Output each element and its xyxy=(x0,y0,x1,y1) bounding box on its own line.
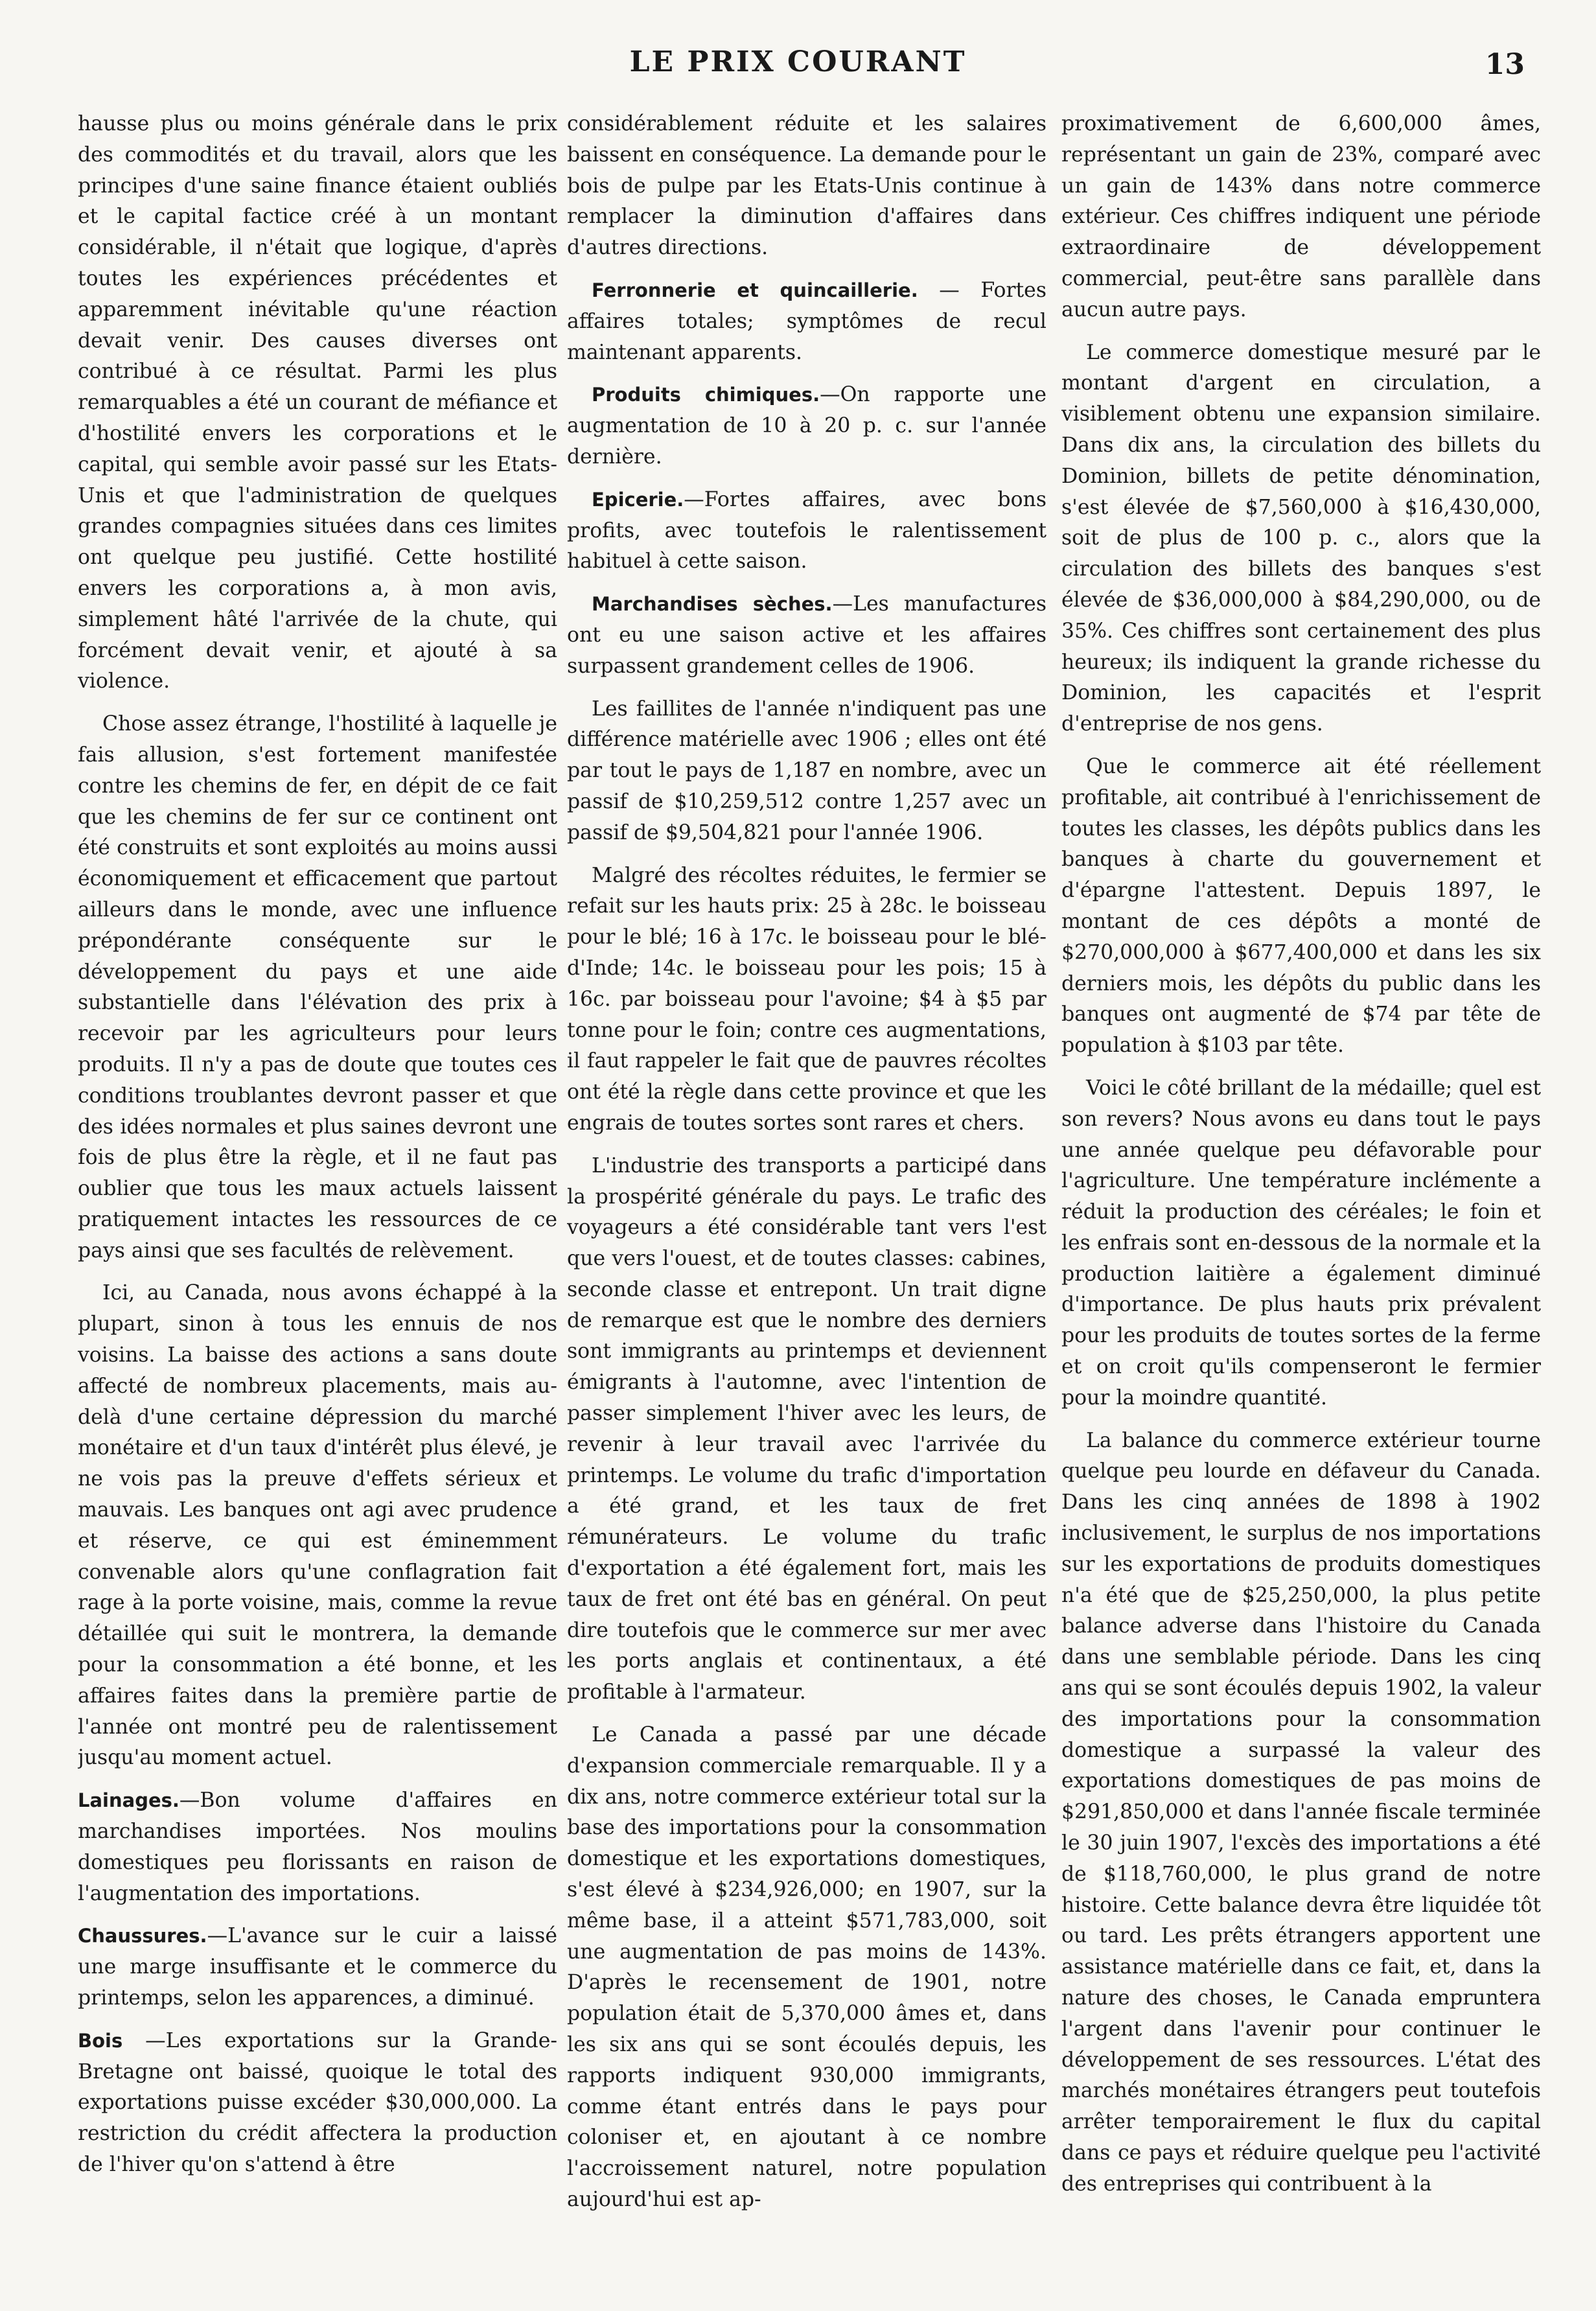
paragraph xyxy=(78,2026,557,2181)
section-heading: Epicerie. xyxy=(592,488,684,511)
paragraph-text: —Fortes affaires, avec bons profits, avec toutefois le ralentissement habituel à cette saison. xyxy=(567,487,1047,574)
page-header xyxy=(0,45,1596,91)
section-heading: Produits chimiques. xyxy=(592,384,820,406)
section-heading: Marchandises sèches. xyxy=(592,593,833,616)
paragraph: Que le commerce ait été réellement profitable, ait contribué à l'enrichissement de toutes les classes, les dépôts publics dans les banques à charte du gouvernement et d'épargne l'attestent. Depuis 1897, le montant de ces dépôts a monté de $270,000,000 à $677,400,000 et dans les six derniers mois, les dépôts du public dans les banques ont augmenté de $74 par tête de population à $103 par tête. xyxy=(1061,754,1541,1058)
paragraph xyxy=(567,485,1047,577)
paragraph xyxy=(78,1921,557,2014)
paragraph: proximativement de 6,600,000 âmes, représentant un gain de 23%, comparé avec un gain de 143% dans notre commerce extérieur. Ces chiffres indiquent une période extraordinaire de développement commercial, peut-être sans parallèle dans aucun autre pays. xyxy=(1061,112,1541,321)
paragraph: considérablement réduite et les salaires baissent en conséquence. La demande pour le bois de pulpe par les Etats-Unis continue à remplacer la diminution d'affaires dans d'autres directions. xyxy=(567,112,1047,260)
paragraph: hausse plus ou moins générale dans le prix des commodités et du travail, alors que les principes d'une saine finance étaient oubliés et le capital factice créé à un montant considérable, il n'était que logique, d'après toutes les expériences précédentes et apparemment inévitable qu'une réaction devait venir. Des causes diverses ont contribué à ce résultat. Parmi les plus remarquables a été un courant de méfiance et d'hostilité envers les corporations et le capital, qui semble avoir passé sur les Etats-Unis et que l'administration de quelques grandes compagnies situées dans ces limites ont quelque peu justifié. Cette hostilité envers les corporations a, à mon avis, simplement hâté l'arrivée de la chute, qui forcément devait venir, et ajouté à sa violence. xyxy=(78,112,557,693)
paragraph xyxy=(567,380,1047,472)
paragraph xyxy=(567,589,1047,682)
column-2 xyxy=(567,109,1047,2286)
paragraph-text: —L'avance sur le cuir a laissé une marge insuffisante et le commerce du printemps, selon les apparences, a diminué. xyxy=(78,1924,557,2010)
paragraph: L'industrie des transports a participé dans la prospérité générale du pays. Le trafic des voyageurs a été considérable tant vers l'est que vers l'ouest, et de toutes classes: cabines, seconde classe et entrepont. Un trait digne de remarque est que le nombre des derniers sont immigrants au printemps et deviennent émigrants à l'automne, avec l'intention de passer simplement l'hiver avec les leurs, de revenir à leur travail avec l'arrivée du printemps. Le volume du trafic d'importation a été grand, et les taux de fret rémunérateurs. Le volume du trafic d'exportation a été également fort, mais les taux de fret ont été bas en général. On peut dire toutefois que le commerce sur mer avec les ports anglais et continentaux, a été profitable à l'armateur. xyxy=(567,1154,1047,1704)
paragraph-text: —On rapporte une augmentation de 10 à 20 p. c. sur l'année dernière. xyxy=(567,383,1047,469)
paragraph xyxy=(78,1785,557,1909)
paragraph: La balance du commerce extérieur tourne quelque peu lourde en défaveur du Canada. Dans les cinq années de 1898 à 1902 inclusivement, le surplus de nos importations sur les exportations de produits domestiques n'a été que de $25,250,000, la plus petite balance adverse dans l'histoire du Canada dans une semblable période. Dans les cinq ans qui se sont écoulés depuis 1902, la valeur des importations pour la consommation domestique a surpassé la valeur des exportations domestiques de pas moins de $291,850,000 et dans l'année fiscale terminée le 30 juin 1907, l'excès des importations a été de $118,760,000, le plus grand de notre histoire. Cette balance devra être liquidée tôt ou tard. Les prêts étrangers apportent une assistance matérielle dans ce fait, et, dans la nature des choses, le Canada empruntera l'argent dans l'avenir pour continuer le développement de ses ressources. L'état des marchés monétaires étrangers peut toutefois arrêter temporairement le flux du capital dans ce pays et réduire quelque peu l'activité des entreprises qui contribuent à la xyxy=(1061,1428,1541,2196)
column-1 xyxy=(78,109,557,2286)
paragraph: Voici le côté brillant de la médaille; quel est son revers? Nous avons eu dans tout le pays une année quelque peu défavorable pour l'agriculture. Une température inclémente a réduit la production des céréales; le foin et les enfrais sont en-dessous de la normale et la production laitière a également diminué d'importance. De plus hauts prix prévalent pour les produits de toutes sortes de la ferme et on croit qu'ils compenseront le fermier pour la moindre quantité. xyxy=(1061,1076,1541,1410)
paragraph: Chose assez étrange, l'hostilité à laquelle je fais allusion, s'est fortement manifestée contre les chemins de fer, en dépit de ce fait que les chemins de fer sur ce continent ont été construits et sont exploités au moins aussi économiquement et efficacement que partout ailleurs dans le monde, avec une influence prépondérante conséquente sur le développement du pays et une aide substantielle dans l'élévation des prix à recevoir par les agriculteurs pour leurs produits. Il n'y a pas de doute que toutes ces conditions troublantes devront passer et que des idées normales et plus saines devront une fois de plus être la règle, et il ne faut pas oublier que tous les maux actuels laissent pratiquement intactes les ressources de ce pays ainsi que ses facultés de relèvement. xyxy=(78,712,557,1262)
paragraph-text: —Les manufactures ont eu une saison active et les affaires surpassent grandement celles de 1906. xyxy=(567,592,1047,678)
paragraph-text: —Bon volume d'affaires en marchandises importées. Nos moulins domestiques peu florissants en raison de l'augmentation des importations. xyxy=(78,1789,557,1905)
running-title: LE PRIX COURANT xyxy=(629,45,967,78)
section-heading: Chaussures. xyxy=(78,1925,207,1947)
section-heading: Bois xyxy=(78,2029,123,2052)
paragraph: Le Canada a passé par une décade d'expansion commerciale remarquable. Il y a dix ans, notre commerce extérieur total sur la base des importations pour la consommation domestique et les exportations domestiques, s'est élevé à $234,926,000; en 1907, sur la même base, il a atteint $571,783,000, soit une augmentation de pas moins de 143%. D'après le recensement de 1901, notre population était de 5,370,000 âmes et, dans les six ans qui se sont écoulés depuis, les rapports indiquent 930,000 immigrants, comme étant entrés dans le pays pour coloniser et, en ajoutant à ce nombre l'accroissement naturel, notre population aujourd'hui est ap- xyxy=(567,1723,1047,2211)
page-number: 13 xyxy=(1485,48,1525,81)
column-3 xyxy=(1061,109,1541,2286)
paragraph: Malgré des récoltes réduites, le fermier se refait sur les hauts prix: 25 à 28c. le boisseau pour le blé; 16 à 17c. le boisseau pour le blé-d'Inde; 14c. le boisseau pour les pois; 15 à 16c. par boisseau pour l'avoine; $4 à $5 par tonne pour le foin; contre ces augmentations, il faut rappeler le fait que de pauvres récoltes ont été la règle dans cette province et que les engrais de toutes sortes sont rares et chers. xyxy=(567,863,1047,1135)
paragraph: Le commerce domestique mesuré par le montant d'argent en circulation, a visiblement obtenu une expansion similaire. Dans dix ans, la circulation des billets du Dominion, billets de petite dénomination, s'est élevée de $7,560,000 à $16,430,000, soit de plus de 100 p. c., alors que la circulation des billets des banques s'est élevée de $36,000,000 à $84,290,000, ou de 35%. Ces chiffres sont certainement des plus heureux; ils indiquent la grande richesse du Dominion, les capacités et l'esprit d'entreprise de nos gens. xyxy=(1061,340,1541,736)
paragraph: Les faillites de l'année n'indiquent pas une différence matérielle avec 1906 ; elles ont été par tout le pays de 1,187 en nombre, avec un passif de $10,259,512 contre 1,257 avec un passif de $9,504,821 pour l'année 1906. xyxy=(567,697,1047,844)
paragraph: Ici, au Canada, nous avons échappé à la plupart, sinon à tous les ennuis de nos voisins. La baisse des actions a sans doute affecté de nombreux placements, mais au-delà d'une certaine dépression du marché monétaire et d'un taux d'intérêt plus élevé, je ne vois pas la preuve d'effets sérieux et mauvais. Les banques ont agi avec prudence et réserve, ce qui est éminemment convenable alors qu'une conflagration fait rage à la porte voisine, mais, comme la revue détaillée qui suit le montrera, la demande pour la consommation a été bonne, et les affaires faites dans la première partie de l'année ont montré peu de ralentissement jusqu'au moment actuel. xyxy=(78,1281,557,1770)
paragraph-text: —Les exportations sur la Grande-Bretagne ont baissé, quoique le total des exportations puisse excéder $30,000,000. La restriction du crédit affectera la production de l'hiver qu'on s'attend à être xyxy=(78,2028,557,2176)
section-heading: Ferronnerie et quincaillerie. xyxy=(592,279,918,301)
paragraph-text: — Fortes affaires totales; symptômes de recul maintenant apparents. xyxy=(567,278,1047,364)
paragraph xyxy=(567,275,1047,368)
section-heading: Lainages. xyxy=(78,1789,179,1812)
